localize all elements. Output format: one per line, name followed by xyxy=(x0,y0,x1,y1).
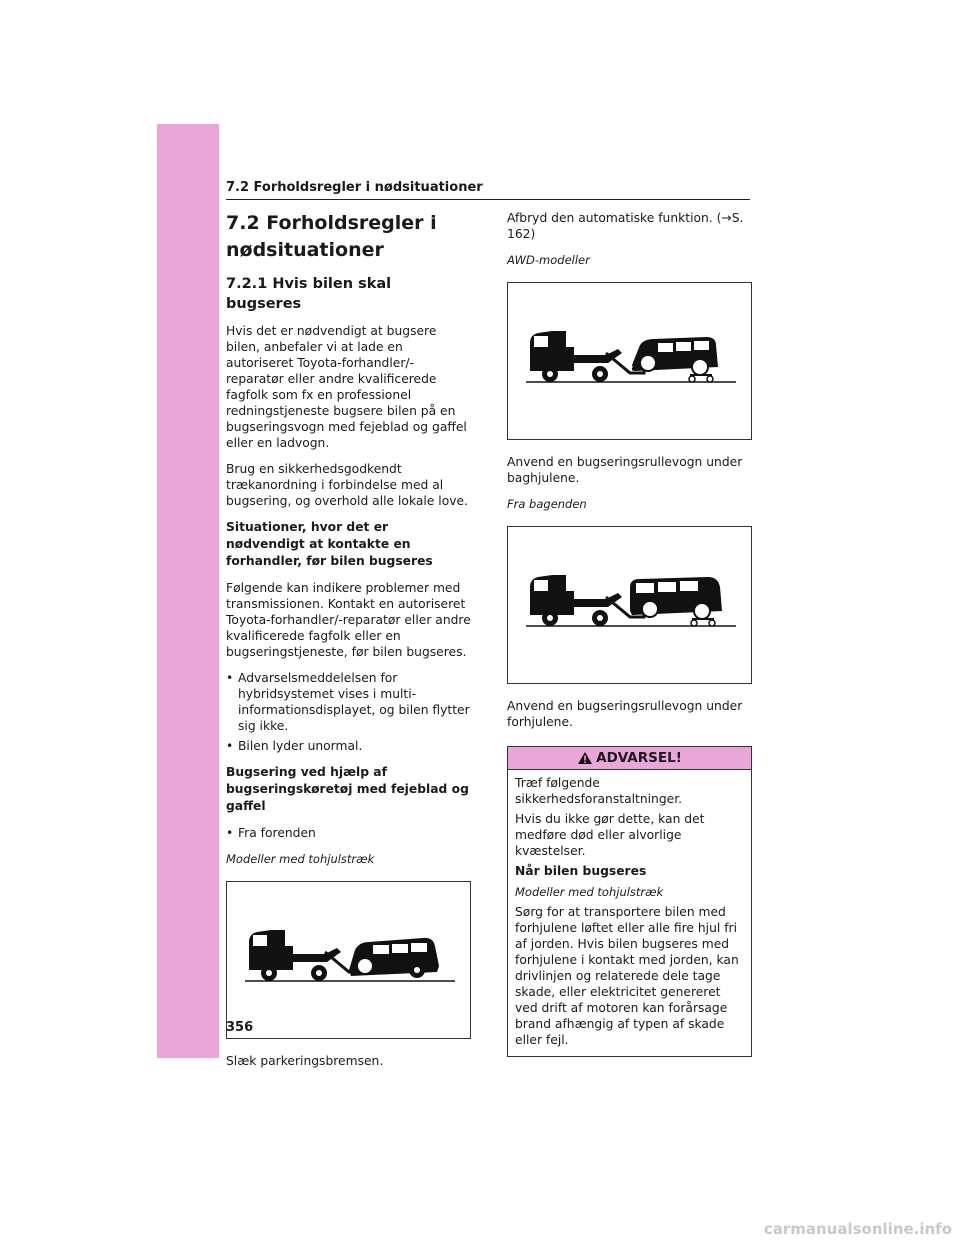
subsection-title: 7.2.1 Hvis bilen skal bugseres xyxy=(226,276,392,312)
figure-rear-tow xyxy=(507,526,752,684)
front-dolly-text: Anvend en bugseringsrullevogn under forhjulene. xyxy=(507,699,743,729)
rear-dolly-text: Anvend en bugseringsrullevogn under baghjulene. xyxy=(507,455,743,485)
transmission-paragraph: Følgende kan indikere problemer med transmissionen. Kontakt en autoriseret Toyota-forhandler/-reparatør eller andre kvalificerede fagfolk eller en bugseringstjeneste, før bilen bugseres. xyxy=(226,581,471,659)
warning-box xyxy=(507,746,752,1057)
warning-body xyxy=(508,770,751,1056)
wheel-lift-heading: Bugsering ved hjælp af bugseringskøretøj med fejeblad og gaffel xyxy=(226,765,469,813)
model-label-2wd: Modeller med tohjulstræk xyxy=(226,852,375,866)
parking-brake-text: Slæk parkeringsbremsen. xyxy=(226,1054,384,1068)
rear-label: Fra bagenden xyxy=(507,497,587,511)
warning-text-1: Træf følgende sikkerhedsforanstaltninger. xyxy=(515,776,683,806)
list-item: • Bilen lyder unormal. xyxy=(226,738,471,754)
header-rule xyxy=(226,199,750,200)
list-item: • Advarselsmeddelelsen for hybridsystemet vises i multi-informationsdisplayet, og bilen flytter sig ikke. xyxy=(226,670,471,734)
tow-truck-rear-illustration xyxy=(508,527,751,683)
page-number: 356 xyxy=(226,1020,254,1035)
left-column xyxy=(226,210,471,1079)
warning-model-label: Modeller med tohjulstræk xyxy=(515,885,664,899)
warning-subheading: Når bilen bugseres xyxy=(515,864,647,878)
safety-paragraph: Brug en sikkerhedsgodkendt trækanordning i forbindelse med al bugsering, og overhold alle lokale love. xyxy=(226,462,468,508)
dealer-heading: Situationer, hvor det er nødvendigt at kontakte en forhandler, før bilen bugseres xyxy=(226,520,433,568)
warning-triangle-icon xyxy=(577,751,593,765)
auto-function-text: Afbryd den automatiske funktion. (→S. 162) xyxy=(507,211,744,241)
model-label-awd: AWD-modeller xyxy=(507,253,590,267)
tow-truck-illustration xyxy=(227,882,470,1038)
intro-paragraph: Hvis det er nødvendigt at bugsere bilen, anbefaler vi at lade en autoriseret Toyota-forhandler/-reparatør eller andre kvalificerede fagfolk som fx en professionel redningstjeneste bugsere bilen på en bugseringsvogn med fejeblad og gaffel eller en ladvogn. xyxy=(226,324,467,450)
footer-watermark: carmanualsonline.info xyxy=(763,1220,952,1238)
running-header: 7.2 Forholdsregler i nødsituationer xyxy=(226,180,483,195)
section-color-tab xyxy=(157,124,219,1058)
direction-list xyxy=(226,825,471,841)
section-title: 7.2 Forholdsregler i nødsituationer xyxy=(226,212,437,261)
warning-text-3: Sørg for at transportere bilen med forhjulene løftet eller alle fire hjul fri af jorden. Hvis bilen bugseres med forhjulene i kontakt med jorden, kan drivlinjen og relaterede dele tage skade, eller elektricitet genereret ved drift af motoren kan forårsage brand afhængig af typen af skade eller fejl. xyxy=(515,905,739,1047)
list-item: • Fra forenden xyxy=(226,825,471,841)
warning-text-2: Hvis du ikke gør dette, kan det medføre død eller alvorlige kvæstelser. xyxy=(515,812,705,858)
figure-awd-tow xyxy=(507,282,752,440)
symptom-list xyxy=(226,670,471,754)
warning-header xyxy=(508,747,751,770)
figure-2wd-front-tow xyxy=(226,881,471,1039)
warning-title: ADVARSEL! xyxy=(596,750,682,766)
tow-truck-dolly-illustration xyxy=(508,283,751,439)
right-column xyxy=(507,210,751,1057)
